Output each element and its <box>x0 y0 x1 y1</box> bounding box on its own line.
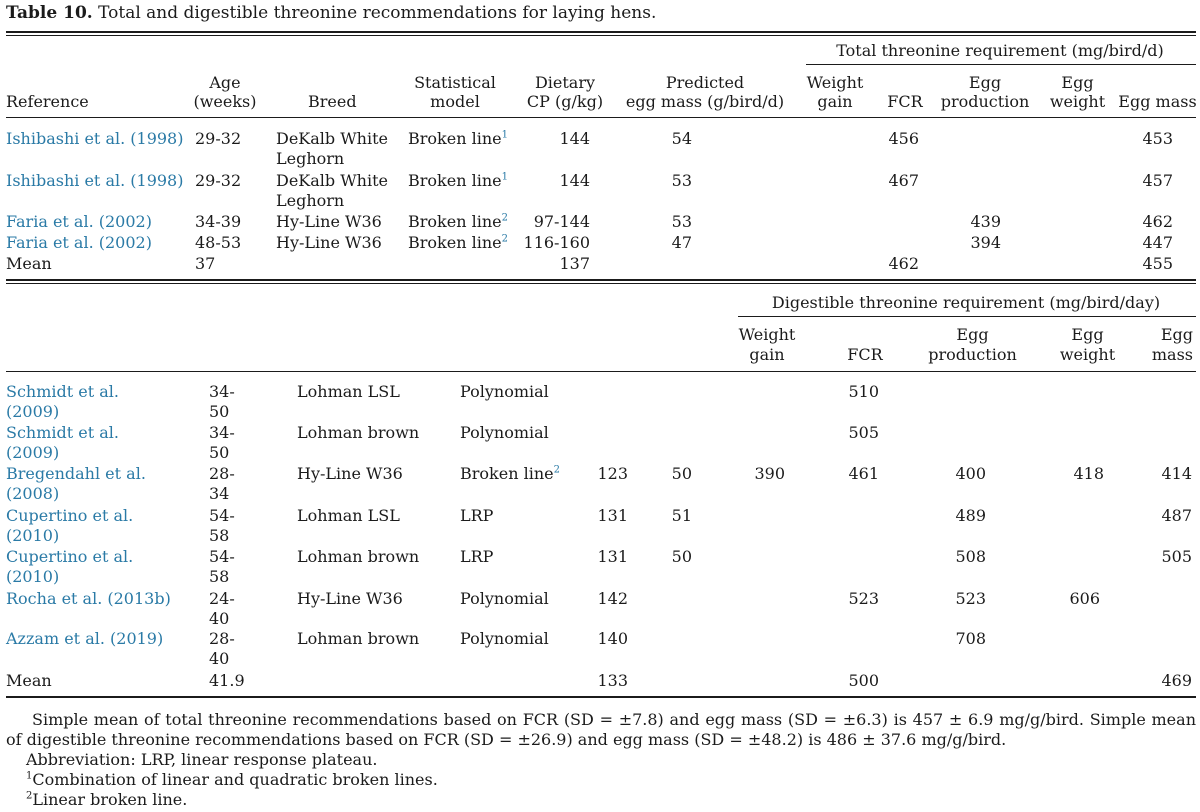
fcr-cell: 505 <box>848 423 879 442</box>
model-text: Broken line <box>460 464 554 483</box>
pred-cell: 50 <box>671 547 692 566</box>
age-cell: 54- <box>209 506 235 525</box>
header-pred-2: egg mass (g/bird/d) <box>625 92 785 111</box>
age-cell-cont: 34 <box>209 484 230 503</box>
age-cell: 34- <box>209 382 235 401</box>
breed-cell-cont: Leghorn <box>276 149 345 168</box>
reference-link[interactable]: Ishibashi et al. (1998) <box>6 129 184 148</box>
header-breed: Breed <box>308 92 357 111</box>
model-text: Broken line <box>408 171 502 190</box>
digestible-group-header: Digestible threonine requirement (mg/bird/day) <box>771 293 1161 312</box>
pred-cell: 53 <box>671 171 692 190</box>
egg-production-cell: 508 <box>955 547 986 566</box>
footnote-mark[interactable]: 1 <box>501 171 508 183</box>
egg-mass-cell: 487 <box>1161 506 1192 525</box>
header-weight-gain-1: Weight <box>806 73 864 92</box>
cp-cell: 142 <box>597 589 628 608</box>
reference-link[interactable]: Schmidt et al. <box>6 423 119 442</box>
breed-cell: Hy-Line W36 <box>297 589 403 608</box>
reference-link[interactable]: Ishibashi et al. (1998) <box>6 171 184 190</box>
egg-weight-cell: 606 <box>1069 589 1100 608</box>
table-title: Total and digestible threonine recommendations for laying hens. <box>98 3 657 23</box>
egg-production-cell: 439 <box>970 212 1001 231</box>
total-group-header: Total threonine requirement (mg/bird/d) <box>836 41 1164 60</box>
d-header-weight-gain-1: Weight <box>738 325 796 344</box>
bottom-rule <box>6 696 1196 698</box>
digestible-group-rule <box>738 316 1196 317</box>
footnote-mark[interactable]: 2 <box>553 464 560 476</box>
age-cell-cont: 58 <box>209 526 230 545</box>
breed-cell: Hy-Line W36 <box>297 464 403 483</box>
mean-egg-mass: 455 <box>1142 254 1173 273</box>
age-cell: 34-39 <box>195 212 242 231</box>
fcr-cell: 510 <box>848 382 879 401</box>
egg-weight-cell: 418 <box>1073 464 1104 483</box>
header-egg-production-1: Egg <box>968 73 1002 92</box>
top-rule-thin <box>6 35 1196 36</box>
reference-link[interactable]: Faria et al. (2002) <box>6 212 152 231</box>
model-cell: Polynomial <box>460 629 549 648</box>
d-header-fcr: FCR <box>847 345 883 364</box>
d-header-weight-gain-2: gain <box>749 345 785 364</box>
section-rule-thin <box>6 283 1196 284</box>
breed-cell: Lohman LSL <box>297 506 400 525</box>
age-cell: 28- <box>209 629 235 648</box>
weight-gain-cell: 390 <box>754 464 785 483</box>
fcr-cell: 456 <box>888 129 919 148</box>
egg-mass-cell: 505 <box>1161 547 1192 566</box>
egg-production-cell: 523 <box>955 589 986 608</box>
model-cell <box>408 233 508 253</box>
footnote-1-text: Combination of linear and quadratic broken lines. <box>32 770 438 789</box>
d-header-egg-mass-2: mass <box>1151 345 1193 364</box>
header-age-2: (weeks) <box>193 92 257 111</box>
header-pred-1: Predicted <box>665 73 745 92</box>
model-cell: Polynomial <box>460 382 549 401</box>
reference-link[interactable]: Faria et al. (2002) <box>6 233 152 252</box>
breed-cell: DeKalb White <box>276 129 388 148</box>
d-header-egg-mass-1: Egg <box>1160 325 1193 344</box>
breed-cell: Lohman brown <box>297 423 420 442</box>
header-age-1: Age <box>209 73 241 92</box>
egg-mass-cell: 447 <box>1142 233 1173 252</box>
footnote-mark[interactable]: 2 <box>501 212 508 224</box>
egg-mass-cell: 462 <box>1142 212 1173 231</box>
footnote-2-mark: 2 <box>26 790 33 802</box>
cp-cell: 144 <box>559 171 590 190</box>
cp-cell: 140 <box>597 629 628 648</box>
age-cell: 34- <box>209 423 235 442</box>
d-header-egg-production-2: production <box>928 345 1017 364</box>
header-weight-gain-2: gain <box>817 92 853 111</box>
header-cp-1: Dietary <box>534 73 596 92</box>
cp-cell: 116-160 <box>523 233 590 252</box>
egg-mass-cell: 453 <box>1142 129 1173 148</box>
mean-fcr: 462 <box>888 254 919 273</box>
mean-cp: 137 <box>559 254 590 273</box>
digestible-header-rule <box>6 371 1196 372</box>
footnote-1-mark: 1 <box>26 770 33 782</box>
pred-cell: 50 <box>671 464 692 483</box>
table-caption <box>6 3 656 23</box>
footnote-abbreviation: Abbreviation: LRP, linear response plateau. <box>26 750 378 769</box>
model-cell <box>408 212 508 232</box>
model-cell <box>460 464 560 484</box>
pred-cell: 53 <box>671 212 692 231</box>
pred-cell: 47 <box>671 233 692 252</box>
reference-link-cont[interactable]: (2010) <box>6 526 60 545</box>
egg-production-cell: 400 <box>955 464 986 483</box>
d-header-egg-weight-2: weight <box>1059 345 1116 364</box>
footnote-mark[interactable]: 2 <box>501 233 508 245</box>
footnote-2-text: Linear broken line. <box>32 790 188 809</box>
reference-link[interactable]: Rocha et al. (2013b) <box>6 589 171 608</box>
reference-link[interactable]: Cupertino et al. <box>6 547 134 566</box>
egg-mass-cell: 414 <box>1161 464 1192 483</box>
breed-cell: Lohman LSL <box>297 382 400 401</box>
cp-cell: 131 <box>597 506 628 525</box>
header-egg-mass: Egg mass <box>1118 92 1197 111</box>
model-cell <box>408 129 508 149</box>
breed-cell: Lohman brown <box>297 629 420 648</box>
breed-cell: Lohman brown <box>297 547 420 566</box>
total-header-rule <box>6 117 1196 118</box>
age-cell-cont: 58 <box>209 567 230 586</box>
model-cell: LRP <box>460 506 494 525</box>
age-cell: 48-53 <box>195 233 242 252</box>
mean-label: Mean <box>6 254 52 273</box>
age-cell: 24- <box>209 589 235 608</box>
footnote-mark[interactable]: 1 <box>501 129 508 141</box>
model-cell <box>408 171 508 191</box>
age-cell-cont: 50 <box>209 443 230 462</box>
cp-cell: 97-144 <box>533 212 590 231</box>
header-model-2: model <box>430 92 480 111</box>
breed-cell: Hy-Line W36 <box>276 212 382 231</box>
fcr-cell: 461 <box>848 464 879 483</box>
model-text: Broken line <box>408 129 502 148</box>
header-reference: Reference <box>6 92 89 111</box>
egg-mass-cell: 457 <box>1142 171 1173 190</box>
egg-production-cell: 489 <box>955 506 986 525</box>
footnote-summary: Simple mean of total threonine recommendations based on FCR (SD = ±7.8) and egg mass (SD = ±6.3) is 457 ± 6.9 mg/g/bird. Simple mean of digestible threonine recommendations based on FCR (SD = ±26.9) and egg mass (SD = ±48.2) is 486 ± 37.6 mg/g/bird. <box>6 710 1196 749</box>
top-rule <box>6 31 1196 33</box>
reference-link-cont[interactable]: (2009) <box>6 402 60 421</box>
fcr-cell: 467 <box>888 171 919 190</box>
header-egg-weight-2: weight <box>1049 92 1106 111</box>
header-fcr: FCR <box>887 92 923 111</box>
breed-cell: Hy-Line W36 <box>276 233 382 252</box>
pred-cell: 51 <box>671 506 692 525</box>
model-cell: LRP <box>460 547 494 566</box>
mean-label: Mean <box>6 671 52 690</box>
header-egg-production-2: production <box>940 92 1030 111</box>
cp-cell: 131 <box>597 547 628 566</box>
model-cell: Polynomial <box>460 423 549 442</box>
breed-cell-cont: Leghorn <box>276 191 345 210</box>
footnote-1 <box>26 770 438 790</box>
cp-cell: 123 <box>597 464 628 483</box>
age-cell: 29-32 <box>195 171 242 190</box>
header-model-1: Statistical <box>414 73 496 92</box>
breed-cell: DeKalb White <box>276 171 388 190</box>
model-text: Broken line <box>408 233 502 252</box>
reference-link[interactable]: Schmidt et al. <box>6 382 119 401</box>
cp-cell: 144 <box>559 129 590 148</box>
age-cell: 28- <box>209 464 235 483</box>
fcr-cell: 523 <box>848 589 879 608</box>
header-egg-weight-1: Egg <box>1061 73 1094 92</box>
mean-fcr: 500 <box>848 671 879 690</box>
reference-link[interactable]: Bregendahl et al. <box>6 464 146 483</box>
total-group-rule <box>806 64 1196 65</box>
section-rule <box>6 279 1196 281</box>
reference-link-cont[interactable]: (2009) <box>6 443 60 462</box>
header-cp-2: CP (g/kg) <box>526 92 604 111</box>
reference-link-cont[interactable]: (2008) <box>6 484 60 503</box>
age-cell: 29-32 <box>195 129 242 148</box>
model-cell: Polynomial <box>460 589 549 608</box>
d-header-egg-production-1: Egg <box>956 325 989 344</box>
reference-link-cont[interactable]: (2010) <box>6 567 60 586</box>
table-label: Table 10. <box>6 3 93 23</box>
age-cell-cont: 50 <box>209 402 230 421</box>
pred-cell: 54 <box>671 129 692 148</box>
age-cell-cont: 40 <box>209 609 230 628</box>
mean-age: 41.9 <box>209 671 245 690</box>
mean-cp: 133 <box>597 671 628 690</box>
reference-link[interactable]: Azzam et al. (2019) <box>6 629 164 648</box>
egg-production-cell: 708 <box>955 629 986 648</box>
mean-egg-mass: 469 <box>1161 671 1192 690</box>
mean-age: 37 <box>195 254 216 273</box>
age-cell: 54- <box>209 547 235 566</box>
d-header-egg-weight-1: Egg <box>1071 325 1104 344</box>
model-text: Broken line <box>408 212 502 231</box>
footnote-2 <box>26 790 187 810</box>
reference-link[interactable]: Cupertino et al. <box>6 506 134 525</box>
egg-production-cell: 394 <box>970 233 1001 252</box>
age-cell-cont: 40 <box>209 649 230 668</box>
